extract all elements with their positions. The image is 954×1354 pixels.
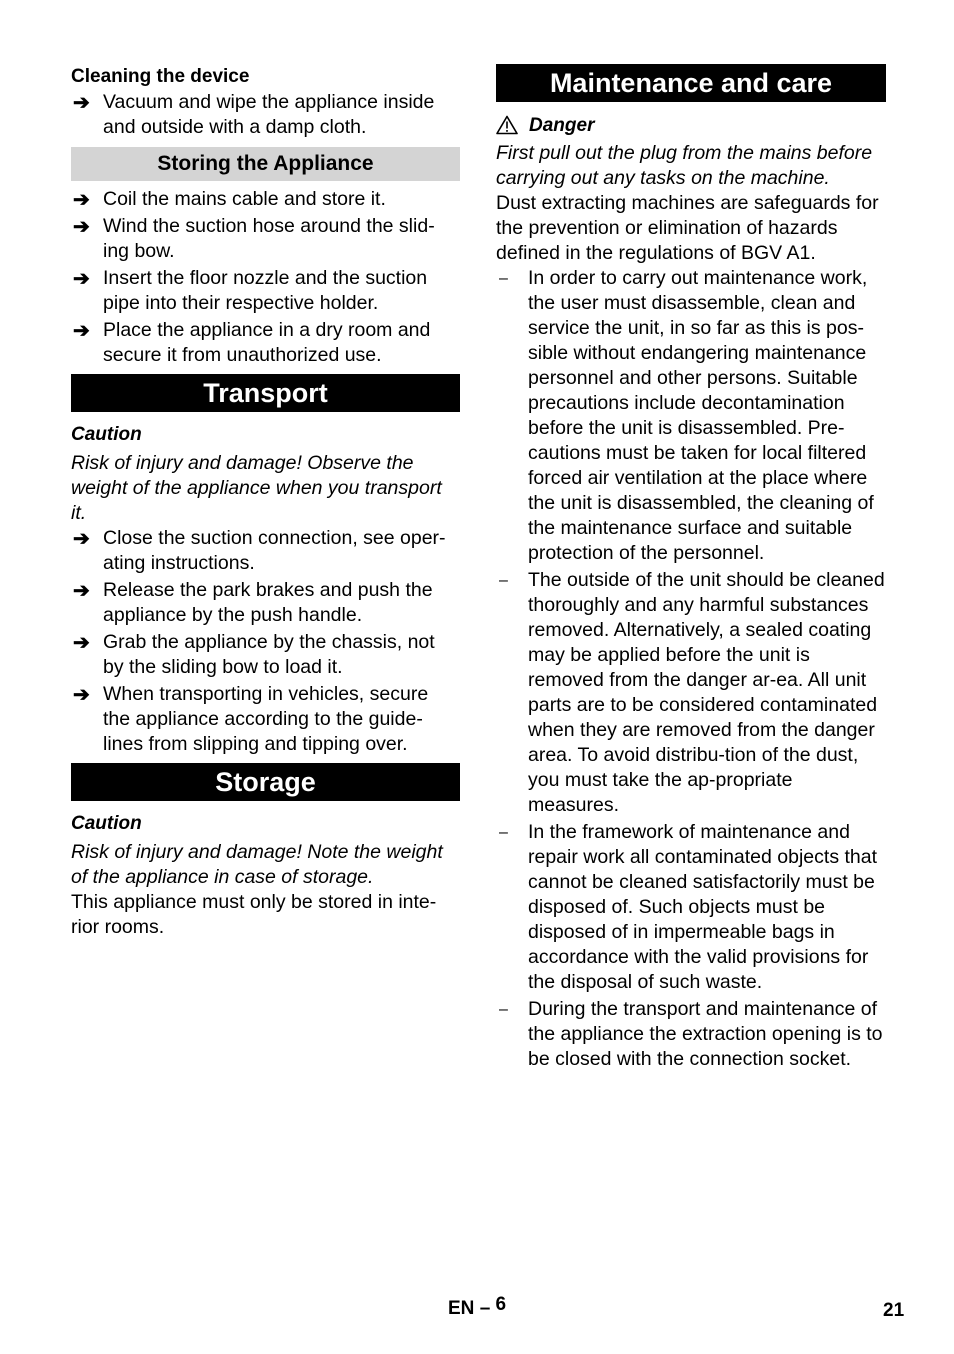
cleaning-list	[71, 90, 460, 140]
storage-caution-text: Risk of injury and damage! Note the weight of the appliance in case of storage.	[71, 841, 443, 888]
storage-heading: Storage	[71, 763, 460, 801]
list-item-text: Place the appliance in a dry room and secure it from unauthorized use.	[103, 319, 431, 366]
storage-caution-label: Caution	[71, 813, 142, 834]
list-item-text: Close the suction connection, see oper-ating instructions.	[103, 527, 446, 574]
storing-list	[71, 187, 460, 368]
storage-body: This appliance must only be stored in inte-rior rooms.	[71, 891, 437, 938]
transport-caution-label: Caution	[71, 424, 142, 445]
dash-bullet: –	[499, 1001, 508, 1018]
arrow-right-icon: ➔	[73, 92, 90, 114]
list-item	[71, 682, 460, 757]
list-item	[496, 820, 886, 995]
arrow-right-icon: ➔	[73, 580, 90, 602]
transport-caution-text: Risk of injury and damage! Observe the weight of the appliance when you transport it.	[71, 452, 442, 524]
list-item-text: Vacuum and wipe the appliance inside and outside with a damp cloth.	[103, 91, 435, 138]
arrow-right-icon: ➔	[73, 684, 90, 706]
storing-appliance-heading: Storing the Appliance	[71, 147, 460, 181]
list-item-text: Coil the mains cable and store it.	[103, 188, 386, 210]
maintenance-heading: Maintenance and care	[496, 64, 886, 102]
list-item-text: In order to carry out maintenance work, the user must disassemble, clean and service the unit, in so far as this is pos-sible without endangering maintenance personnel and other persons. Suitable precautions include decontamination before the unit is disassembled. Pre-cautions must be taken for local filtered forced air ventilation at the place where the unit is disassembled, the cleaning of the maintenance surface and suitable protection of the personnel.	[528, 267, 874, 564]
list-item-text: Release the park brakes and push the appliance by the push handle.	[103, 579, 433, 626]
cleaning-heading: Cleaning the device	[71, 66, 250, 87]
arrow-right-icon: ➔	[73, 268, 90, 290]
transport-list	[71, 526, 460, 757]
warning-triangle-icon	[496, 115, 518, 135]
footer-dash: –	[479, 1298, 491, 1319]
list-item-text: Grab the appliance by the chassis, not by the sliding bow to load it.	[103, 631, 435, 678]
list-item	[71, 90, 460, 140]
list-item	[71, 630, 460, 680]
list-item	[71, 526, 460, 576]
footer-lang: EN	[448, 1298, 475, 1319]
list-item-text: When transporting in vehicles, secure the appliance according to the guide-lines from slipping and tipping over.	[103, 683, 429, 755]
maintenance-body: Dust extracting machines are safeguards for the prevention or elimination of hazards defined in the regulations of BGV A1.	[496, 192, 879, 264]
list-item-text: The outside of the unit should be cleaned thoroughly and any harmful substances removed. Alternatively, a sealed coating may be applied before the unit is removed from the danger ar-ea. All unit parts are to be considered contaminated when they are removed from the danger area. To avoid distribu-tion of the dust, you must take the ap-propriate measures.	[528, 569, 885, 816]
arrow-right-icon: ➔	[73, 216, 90, 238]
list-item	[496, 266, 886, 566]
danger-label: Danger	[529, 114, 595, 136]
dash-bullet: –	[499, 270, 508, 287]
arrow-right-icon: ➔	[73, 189, 90, 211]
transport-heading: Transport	[71, 374, 460, 412]
arrow-right-icon: ➔	[73, 632, 90, 654]
left-column	[71, 64, 460, 940]
footer-local-page: 6	[495, 1294, 507, 1315]
list-item	[496, 997, 886, 1072]
list-item	[71, 187, 460, 212]
list-item	[71, 578, 460, 628]
dash-bullet: –	[499, 824, 508, 841]
list-item-text: During the transport and maintenance of the appliance the extraction opening is to be closed with the connection socket.	[528, 998, 883, 1070]
maintenance-list	[496, 266, 886, 1072]
right-column	[496, 64, 886, 1074]
dash-bullet: –	[499, 572, 508, 589]
list-item-text: In the framework of maintenance and repair work all contaminated objects that cannot be cleaned satisfactorily must be disposed of. Such objects must be disposed of in impermeable bags in accordance with the valid provisions for the disposal of such waste.	[528, 821, 878, 993]
arrow-right-icon: ➔	[73, 320, 90, 342]
danger-label-row	[496, 112, 886, 138]
list-item-text: Insert the floor nozzle and the suction pipe into their respective holder.	[103, 267, 428, 314]
footer-section-label	[448, 1294, 507, 1321]
list-item	[496, 568, 886, 818]
list-item	[71, 318, 460, 368]
list-item	[71, 214, 460, 264]
list-item-text: Wind the suction hose around the slid-ing bow.	[103, 215, 435, 262]
arrow-right-icon: ➔	[73, 528, 90, 550]
list-item	[71, 266, 460, 316]
danger-text: First pull out the plug from the mains before carrying out any tasks on the machine.	[496, 142, 873, 189]
page-number: 21	[883, 1300, 905, 1321]
